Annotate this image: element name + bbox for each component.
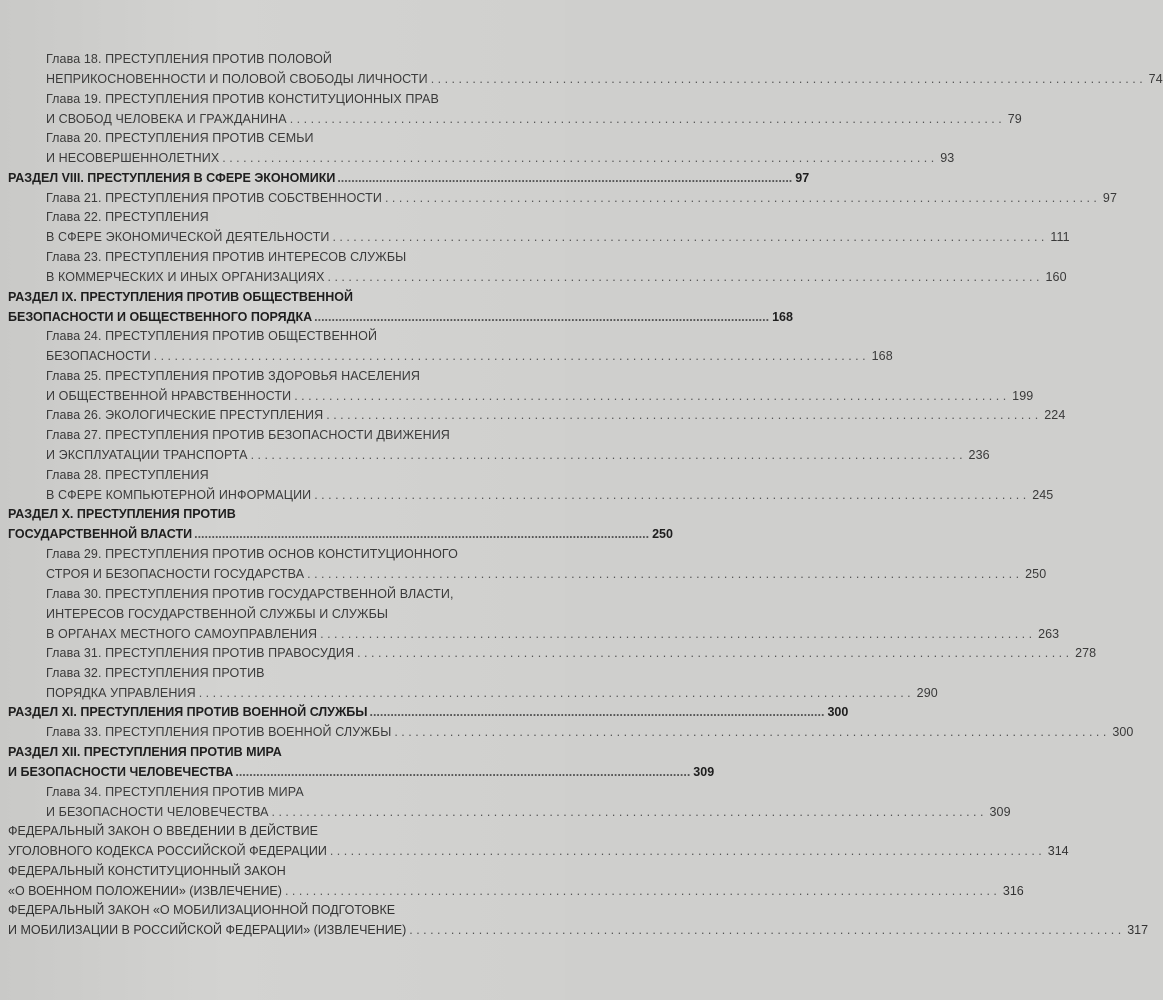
toc-chapter: [46, 465, 1054, 505]
entry-title-text: И БЕЗОПАСНОСТИ ЧЕЛОВЕЧЕСТВА: [46, 804, 269, 819]
page-number: 309: [693, 765, 715, 779]
toc-entry-line: [46, 604, 512, 624]
page-number: 97: [795, 170, 810, 185]
page-number: 97: [1102, 190, 1118, 205]
page-number: 250: [652, 527, 673, 542]
dot-leader: [194, 527, 649, 541]
dot-leader: [330, 844, 1042, 858]
toc-entry-last-line: [8, 168, 810, 188]
dot-leader: [394, 725, 1106, 739]
toc-entry-line: [46, 326, 512, 346]
page-number: 236: [968, 448, 990, 463]
dot-leader: [314, 310, 769, 324]
dot-leader: [328, 270, 1040, 284]
entry-title-text: Глава 18. ПРЕСТУПЛЕНИЯ ПРОТИВ ПОЛОВОЙ: [46, 52, 332, 66]
toc-entry-last-line: [8, 881, 1024, 901]
toc-chapter: [46, 584, 1060, 644]
toc-entry-last-line: [46, 722, 1134, 742]
toc-entry-line: [46, 128, 512, 148]
entry-title-text: Глава 27. ПРЕСТУПЛЕНИЯ ПРОТИВ БЕЗОПАСНОСТИ ДВИЖЕНИЯ: [46, 428, 450, 443]
entry-title-text: НЕПРИКОСНОВЕННОСТИ И ПОЛОВОЙ СВОБОДЫ ЛИЧНОСТИ: [46, 72, 428, 86]
toc-entry-last-line: [46, 643, 1097, 663]
entry-title-text: И НЕСОВЕРШЕННОЛЕТНИХ: [46, 151, 220, 166]
page-number: 300: [1112, 725, 1134, 740]
toc-entry-last-line: [8, 762, 715, 782]
dot-leader: [320, 627, 1032, 641]
toc-chapter: [46, 49, 1163, 89]
toc-chapter: [46, 643, 1097, 663]
toc-entry-line: [46, 49, 512, 69]
toc-entry-last-line: [46, 624, 1060, 644]
toc-entry-last-line: [46, 405, 1066, 425]
page-number: 316: [1002, 883, 1024, 898]
toc-section: [8, 742, 715, 782]
page-number: 245: [1032, 487, 1054, 502]
toc-law: [8, 861, 1024, 901]
dot-leader: [272, 805, 984, 819]
page-number: 168: [871, 349, 893, 364]
dot-leader: [222, 151, 934, 165]
toc-entry-last-line: [8, 307, 793, 327]
page-number: 93: [940, 151, 955, 166]
page-number: 300: [827, 705, 849, 720]
entry-title-text: РАЗДЕЛ X. ПРЕСТУПЛЕНИЯ ПРОТИВ: [8, 507, 236, 522]
page-number: 224: [1044, 408, 1066, 423]
toc-law: [8, 900, 1149, 940]
toc-chapter: [46, 425, 990, 465]
entry-title-text: Глава 30. ПРЕСТУПЛЕНИЯ ПРОТИВ ГОСУДАРСТВЕННОЙ ВЛАСТИ,: [46, 586, 454, 601]
entry-title-text: Глава 19. ПРЕСТУПЛЕНИЯ ПРОТИВ КОНСТИТУЦИОННЫХ ПРАВ: [46, 91, 439, 106]
toc-entry-line: [46, 425, 512, 445]
toc-entry-last-line: [46, 564, 1047, 584]
page-number: 79: [1007, 111, 1022, 126]
toc-entry-last-line: [8, 841, 1069, 861]
page-number: 309: [989, 804, 1011, 819]
toc-chapter: [46, 128, 955, 168]
toc-entry-line: [8, 900, 512, 920]
entry-title-text: Глава 20. ПРЕСТУПЛЕНИЯ ПРОТИВ СЕМЬИ: [46, 131, 314, 146]
entry-title-text: ГОСУДАРСТВЕННОЙ ВЛАСТИ: [8, 527, 193, 542]
page-number: 263: [1038, 626, 1060, 641]
dot-leader: [385, 191, 1097, 205]
entry-title-text: ИНТЕРЕСОВ ГОСУДАРСТВЕННОЙ СЛУЖБЫ И СЛУЖБЫ: [46, 606, 389, 621]
page-number: 250: [1025, 567, 1047, 581]
toc-entry-last-line: [8, 702, 849, 722]
entry-title-text: Глава 34. ПРЕСТУПЛЕНИЯ ПРОТИВ МИРА: [46, 784, 304, 799]
toc-chapter: [46, 722, 1134, 742]
entry-title-text: Глава 26. ЭКОЛОГИЧЕСКИЕ ПРЕСТУПЛЕНИЯ: [46, 408, 324, 423]
toc-section: [8, 702, 849, 722]
toc-entry-last-line: [46, 445, 990, 465]
toc-entry-last-line: [46, 148, 955, 168]
toc-entry-line: [8, 504, 512, 524]
dot-leader: [235, 765, 690, 779]
entry-title-text: И ОБЩЕСТВЕННОЙ НРАВСТВЕННОСТИ: [46, 388, 292, 403]
toc-chapter: [46, 326, 893, 366]
toc-entry-line: [46, 465, 512, 485]
page-number: 290: [916, 685, 938, 700]
toc-chapter: [46, 782, 1011, 822]
page-number: 160: [1045, 270, 1067, 284]
toc-entry-last-line: [8, 920, 1149, 940]
toc-entry-line: [46, 544, 512, 564]
toc-entry-last-line: [46, 802, 1011, 822]
entry-title-text: ПОРЯДКА УПРАВЛЕНИЯ: [46, 685, 196, 700]
page-number: 168: [772, 309, 793, 324]
dot-leader: [285, 884, 997, 898]
dot-leader: [314, 488, 1026, 502]
toc-chapter: [46, 366, 1034, 406]
entry-title-text: В СФЕРЕ ЭКОНОМИЧЕСКОЙ ДЕЯТЕЛЬНОСТИ: [46, 230, 330, 245]
entry-title-text: БЕЗОПАСНОСТИ И ОБЩЕСТВЕННОГО ПОРЯДКА: [8, 309, 313, 324]
entry-title-text: РАЗДЕЛ VIII. ПРЕСТУПЛЕНИЯ В СФЕРЕ ЭКОНОМИКИ: [8, 170, 336, 185]
toc-entry-last-line: [46, 227, 1070, 247]
entry-title-text: В ОРГАНАХ МЕСТНОГО САМОУПРАВЛЕНИЯ: [46, 626, 318, 641]
dot-leader: [337, 171, 792, 185]
toc-entry-line: [46, 782, 512, 802]
dot-leader: [369, 705, 824, 719]
entry-title-text: Глава 28. ПРЕСТУПЛЕНИЯ: [46, 467, 209, 482]
entry-title-text: И СВОБОД ЧЕЛОВЕКА И ГРАЖДАНИНА: [46, 111, 287, 126]
entry-title-text: В СФЕРЕ КОМПЬЮТЕРНОЙ ИНФОРМАЦИИ: [46, 487, 312, 502]
entry-title-text: Глава 21. ПРЕСТУПЛЕНИЯ ПРОТИВ СОБСТВЕННОСТИ: [46, 190, 382, 205]
toc-chapter: [46, 544, 1047, 584]
toc-section: [8, 168, 810, 188]
entry-title-text: «О ВОЕННОМ ПОЛОЖЕНИИ» (ИЗВЛЕЧЕНИЕ): [8, 883, 282, 898]
entry-title-text: Глава 23. ПРЕСТУПЛЕНИЯ ПРОТИВ ИНТЕРЕСОВ СЛУЖБЫ: [46, 250, 407, 264]
dot-leader: [199, 686, 911, 700]
toc-entry-last-line: [46, 386, 1034, 406]
toc-section: [8, 504, 673, 544]
dot-leader: [409, 923, 1121, 937]
page-number: 317: [1127, 923, 1149, 938]
toc-entry-last-line: [46, 683, 938, 703]
toc-chapter: [46, 405, 1066, 425]
entry-title-text: ФЕДЕРАЛЬНЫЙ КОНСТИТУЦИОННЫЙ ЗАКОН: [8, 863, 286, 878]
entry-title-text: В КОММЕРЧЕСКИХ И ИНЫХ ОРГАНИЗАЦИЯХ: [46, 270, 325, 284]
entry-title-text: Глава 31. ПРЕСТУПЛЕНИЯ ПРОТИВ ПРАВОСУДИЯ: [46, 646, 355, 660]
toc-section: [8, 287, 793, 327]
toc-entry-last-line: [46, 109, 1022, 129]
toc-entry-line: [8, 861, 512, 881]
entry-title-text: БЕЗОПАСНОСТИ: [46, 349, 151, 364]
dot-leader: [307, 567, 1019, 581]
entry-title-text: Глава 22. ПРЕСТУПЛЕНИЯ: [46, 210, 209, 225]
toc-entry-last-line: [8, 524, 673, 544]
toc-entry-line: [46, 207, 512, 227]
toc-entry-last-line: [46, 188, 1118, 208]
dot-leader: [326, 408, 1038, 422]
toc-entry-last-line: [46, 485, 1054, 505]
toc-chapter: [46, 188, 1118, 208]
dot-leader: [290, 112, 1002, 126]
toc-chapter: [46, 89, 1022, 129]
entry-title-text: Глава 25. ПРЕСТУПЛЕНИЯ ПРОТИВ ЗДОРОВЬЯ НАСЕЛЕНИЯ: [46, 368, 421, 383]
entry-title-text: И БЕЗОПАСНОСТИ ЧЕЛОВЕЧЕСТВА: [8, 765, 234, 779]
page-number: 199: [1012, 388, 1034, 403]
entry-title-text: Глава 24. ПРЕСТУПЛЕНИЯ ПРОТИВ ОБЩЕСТВЕННОЙ: [46, 329, 378, 344]
toc-chapter: [46, 247, 1067, 287]
entry-title-text: СТРОЯ И БЕЗОПАСНОСТИ ГОСУДАРСТВА: [46, 567, 305, 581]
entry-title-text: РАЗДЕЛ XI. ПРЕСТУПЛЕНИЯ ПРОТИВ ВОЕННОЙ СЛУЖБЫ: [8, 705, 368, 720]
dot-leader: [431, 72, 1143, 86]
entry-title-text: Глава 29. ПРЕСТУПЛЕНИЯ ПРОТИВ ОСНОВ КОНСТИТУЦИОННОГО: [46, 547, 458, 561]
toc-entry-line: [46, 89, 512, 109]
toc-chapter: [46, 207, 1070, 247]
toc-chapter: [46, 663, 938, 703]
entry-title-text: РАЗДЕЛ IX. ПРЕСТУПЛЕНИЯ ПРОТИВ ОБЩЕСТВЕННОЙ: [8, 289, 353, 304]
page-number: 111: [1050, 230, 1070, 245]
entry-title-text: ФЕДЕРАЛЬНЫЙ ЗАКОН О ВВЕДЕНИИ В ДЕЙСТВИЕ: [8, 824, 318, 839]
toc-entry-line: [8, 742, 512, 762]
dot-leader: [251, 448, 963, 462]
toc-entry-line: [46, 366, 512, 386]
entry-title-text: И МОБИЛИЗАЦИИ В РОССИЙСКОЙ ФЕДЕРАЦИИ» (ИЗВЛЕЧЕНИЕ): [8, 923, 407, 938]
toc-entry-last-line: [46, 346, 893, 366]
toc-entry-line: [8, 287, 512, 307]
entry-title-text: ФЕДЕРАЛЬНЫЙ ЗАКОН «О МОБИЛИЗАЦИОННОЙ ПОДГОТОВКЕ: [8, 903, 396, 918]
entry-title-text: Глава 32. ПРЕСТУПЛЕНИЯ ПРОТИВ: [46, 665, 265, 680]
toc-entry-last-line: [46, 267, 1067, 287]
dot-leader: [294, 389, 1006, 403]
toc-entry-line: [46, 663, 512, 683]
entry-title-text: И ЭКСПЛУАТАЦИИ ТРАНСПОРТА: [46, 448, 248, 463]
entry-title-text: УГОЛОВНОГО КОДЕКСА РОССИЙСКОЙ ФЕДЕРАЦИИ: [8, 844, 327, 859]
entry-title-text: Глава 33. ПРЕСТУПЛЕНИЯ ПРОТИВ ВОЕННОЙ СЛУЖБЫ: [46, 725, 392, 740]
toc-entry-line: [46, 247, 512, 267]
dot-leader: [332, 230, 1044, 244]
page-number: 314: [1047, 844, 1069, 859]
page-number: 278: [1075, 646, 1097, 660]
toc-entry-line: [46, 584, 512, 604]
toc-entry-last-line: [46, 69, 1163, 89]
toc-law: [8, 821, 1069, 861]
entry-title-text: РАЗДЕЛ XII. ПРЕСТУПЛЕНИЯ ПРОТИВ МИРА: [8, 745, 282, 759]
dot-leader: [154, 349, 866, 363]
dot-leader: [357, 646, 1069, 660]
page-number: 74: [1148, 72, 1163, 86]
toc-entry-line: [8, 821, 512, 841]
